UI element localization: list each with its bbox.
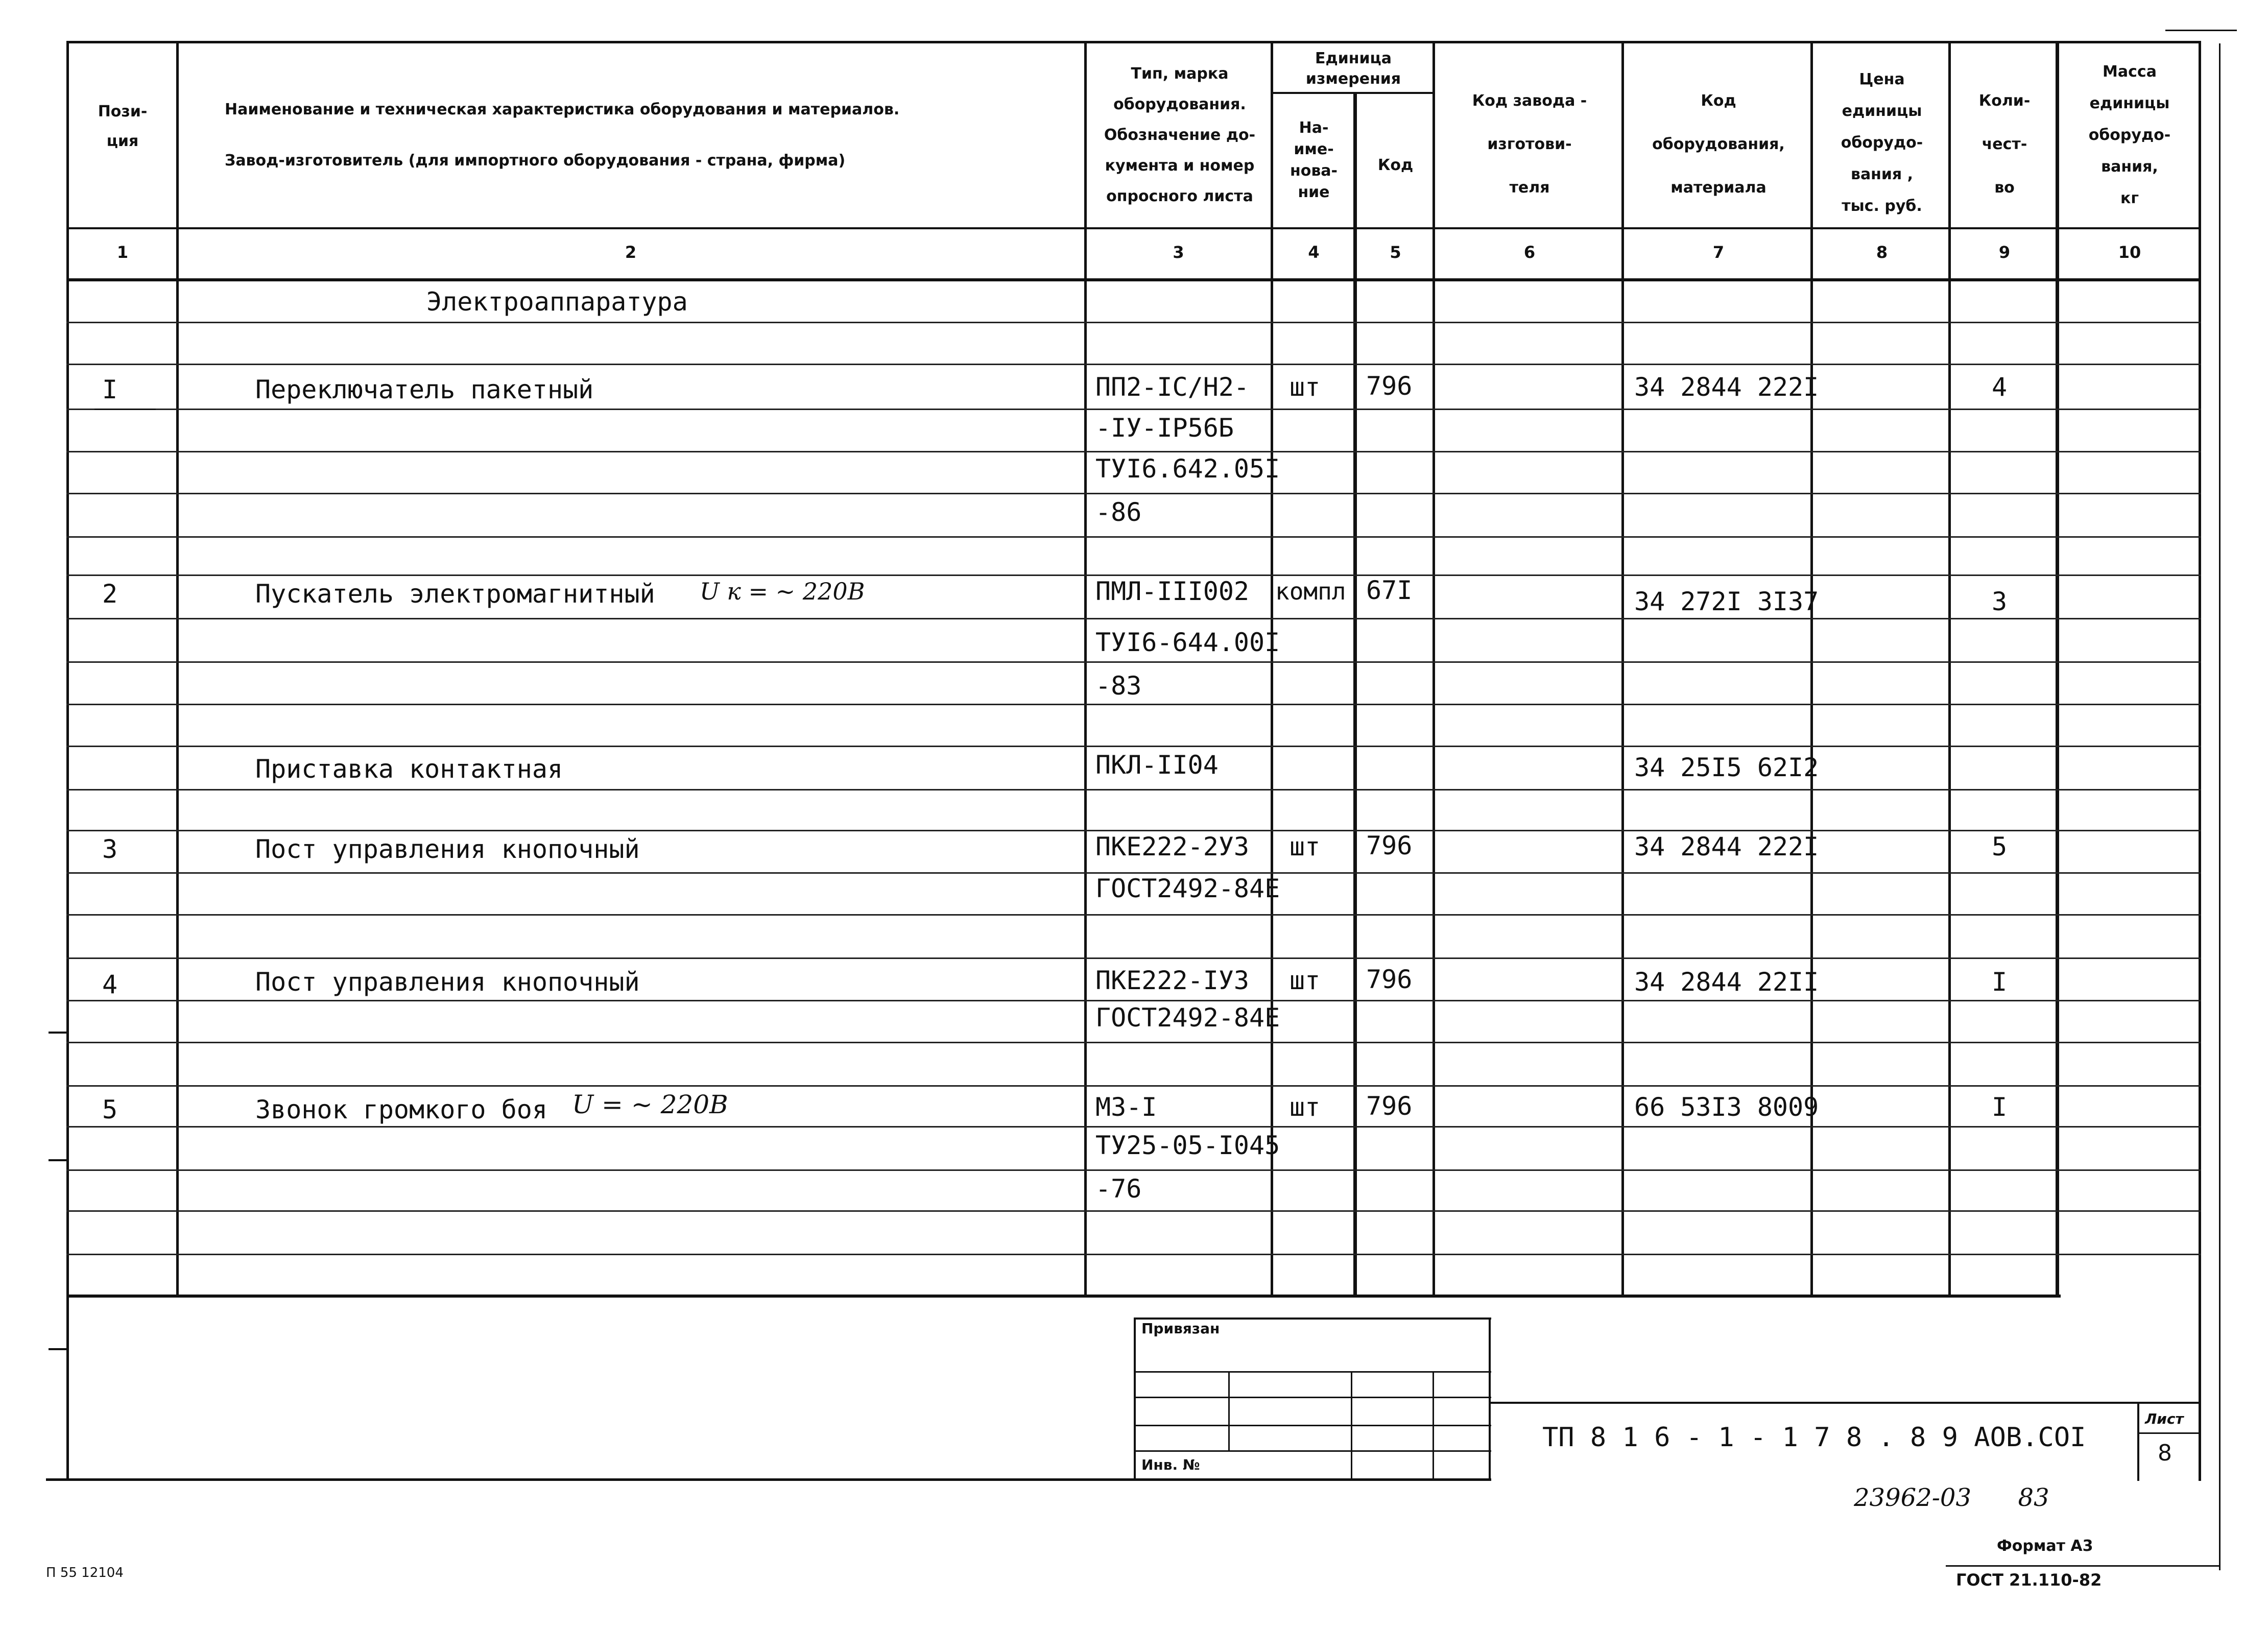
row-1-type-line-1: ПП2-IС/Н2- [1095,372,1250,402]
row-4-type-line-1: ПКЕ222-2У3 [1095,832,1250,861]
sheet-box-left [2137,1402,2139,1481]
row-line [66,661,2201,663]
row-6-type-line-1: МЗ-I [1095,1092,1157,1122]
colnum-10: 10 [2118,243,2141,262]
row-2-equipment-code: 34 272I 3I37 [1634,587,1819,616]
row-4-equipment-code: 34 2844 222I [1634,832,1819,861]
stamp-row-line [1134,1371,1491,1373]
row-5-quantity: I [1992,967,2008,997]
row-line [66,1126,2201,1128]
frame-top [66,41,2201,43]
row-1-position: I [102,375,118,404]
row-1-type-line-2: -IУ-IР56Б [1095,413,1234,443]
header-unit-code: Код [1377,156,1414,174]
stamp-row-line [1134,1397,1491,1398]
unit-group-divider [1272,92,1434,94]
row-4-quantity: 5 [1992,832,2008,861]
sheet-number: 8 [2158,1440,2172,1466]
header-bottom [66,227,2201,229]
row-line [66,409,2201,410]
row-2-voltage-note: U к = ~ 220В [700,578,865,605]
row-1-unit: шт [1290,372,1321,402]
margin-tick [49,1032,69,1034]
stamp-row-line [1134,1425,1491,1426]
row-line [66,1254,2201,1255]
stamp-right [1489,1317,1491,1481]
row-1-quantity: 4 [1992,372,2008,402]
row-line [66,830,2201,831]
row-1-name: Переключатель пакетный [255,375,594,404]
outer-right-edge [2219,43,2221,1570]
row-4-unit: шт [1290,832,1321,861]
table-body-bottom [66,1295,2061,1298]
row-6-unit: шт [1290,1092,1321,1122]
row-1-type-line-4: -86 [1095,497,1142,527]
row-3-name: Приставка контактная [255,754,563,784]
header-unit-name: На- име- нова- ние [1290,119,1338,201]
row-1-type-line-3: ТУI6.642.05I [1095,454,1280,484]
row-4-name: Пост управления кнопочный [255,834,640,864]
row-line [66,618,2201,619]
frame-bottom [46,1478,1491,1481]
row-6-voltage-note: U = ~ 220В [572,1090,728,1119]
stamp-col-line [1228,1371,1230,1450]
outer-top-edge [2165,30,2237,31]
titleblock-top [1489,1402,2199,1404]
row-2-quantity: 3 [1992,587,2008,616]
row-line [66,451,2201,452]
colnum-4: 4 [1308,243,1320,262]
row-line [66,1042,2201,1043]
footer-line [1946,1565,2219,1567]
colnum-5: 5 [1390,243,1401,262]
sheet-label: Лист [2145,1410,2184,1427]
row-line [66,1169,2201,1171]
row-1-code: 796 [1366,371,1413,401]
row-5-unit: шт [1290,966,1321,995]
row-5-name: Пост управления кнопочный [255,967,640,997]
colnum-8: 8 [1876,243,1888,262]
header-mass: Масса единицы оборудо- вания, кг [2088,63,2171,207]
row-6-equipment-code: 66 53I3 8009 [1634,1092,1819,1122]
header-position: Пози- ция [98,103,148,150]
colnum-3: 3 [1173,243,1184,262]
row-5-equipment-code: 34 2844 22II [1634,967,1819,997]
stamp-privyazan: Привязан [1141,1320,1220,1337]
row-3-equipment-code: 34 25I5 62I2 [1634,753,1819,782]
row-5-type-line-1: ПКЕ222-IУ3 [1095,966,1250,995]
colnum-2: 2 [625,243,637,262]
row-6-position: 5 [102,1095,118,1124]
row-line [66,364,2201,365]
header-quantity: Коли- чест- во [1978,92,2031,197]
row-2-code: 67I [1366,576,1413,605]
row-5-code: 796 [1366,965,1413,994]
colnum-6: 6 [1523,243,1536,262]
row-2-unit: компл [1275,578,1346,605]
row-line [66,789,2201,790]
row-4-code: 796 [1366,831,1413,860]
row-1-position-underline [94,409,156,410]
row-line [66,1000,2201,1001]
stamp-left [1134,1317,1136,1481]
row-2-position: 2 [102,579,118,609]
row-line [66,1085,2201,1087]
gost-label: ГОСТ 21.110-82 [1956,1570,2102,1590]
colnum-7: 7 [1712,243,1725,262]
section-title: Электроаппаратура [426,287,688,317]
row-5-type-line-2: ГОСТ2492-84Е [1095,1003,1280,1033]
row-6-type-line-3: -76 [1095,1174,1142,1204]
header-name: Наименование и техническая характеристика оборудования и материалов. Завод-изготовитель (для импортного оборудования - страна, фирма) [225,101,900,170]
stamp-col-line [1433,1371,1434,1478]
row-line [66,704,2201,705]
frame-left [66,41,69,1481]
row-2-type-line-3: -83 [1095,671,1142,701]
header-factory-code: Код завода - изготови- теля [1472,92,1587,197]
header-unit-group: Единица измерения [1305,50,1401,88]
row-line [66,957,2201,959]
stamp-inv-no: Инв. № [1141,1456,1200,1473]
colnum-9: 9 [1998,243,2011,262]
row-2-name: Пускатель электромагнитный [255,579,655,609]
sheet-box-divider [2137,1432,2199,1434]
stamp-top [1134,1317,1491,1320]
row-5-position: 4 [102,970,118,999]
row-6-code: 796 [1366,1091,1413,1121]
margin-tick [49,1348,69,1350]
colnum-1: 1 [116,243,129,262]
margin-tick [49,1159,69,1161]
header-equipment-code: Код оборудования, материала [1652,92,1785,197]
row-4-position: 3 [102,834,118,864]
format-label: Формат А3 [1997,1537,2093,1555]
row-2-type-line-2: ТУI6-644.00I [1095,628,1280,657]
row-line [66,1210,2201,1212]
document-code: ТП 8 1 6 - 1 - 1 7 8 . 8 9 АОВ.СОI [1542,1422,2086,1453]
row-line [66,536,2201,538]
row-line [66,322,2201,323]
row-line [66,493,2201,494]
row-1-equipment-code: 34 2844 222I [1634,372,1819,402]
col-divider-4 [1353,92,1357,1295]
row-6-type-line-2: ТУ25-05-I045 [1095,1131,1280,1160]
header-type: Тип, марка оборудования. Обозначение до- кумента и номер опросного листа [1104,65,1256,205]
corner-code: П 55 12104 [46,1565,124,1580]
row-line [66,914,2201,916]
row-6-name: Звонок громкого боя [255,1095,547,1124]
row-2-type-line-1: ПМЛ-III002 [1095,577,1250,606]
row-line [66,746,2201,747]
row-6-quantity: I [1992,1092,2008,1122]
handwritten-doc-number: 23962-03 83 [1854,1483,2049,1512]
stamp-col-line [1351,1371,1352,1478]
stamp-row-line [1134,1450,1491,1452]
row-line [66,574,2201,576]
row-3-type-line-1: ПКЛ-II04 [1095,750,1219,780]
frame-right [2199,41,2201,1481]
header-price: Цена единицы оборудо- вания , тыс. руб. [1841,70,1923,215]
row-4-type-line-2: ГОСТ2492-84Е [1095,874,1280,903]
colnum-bottom [66,278,2201,281]
